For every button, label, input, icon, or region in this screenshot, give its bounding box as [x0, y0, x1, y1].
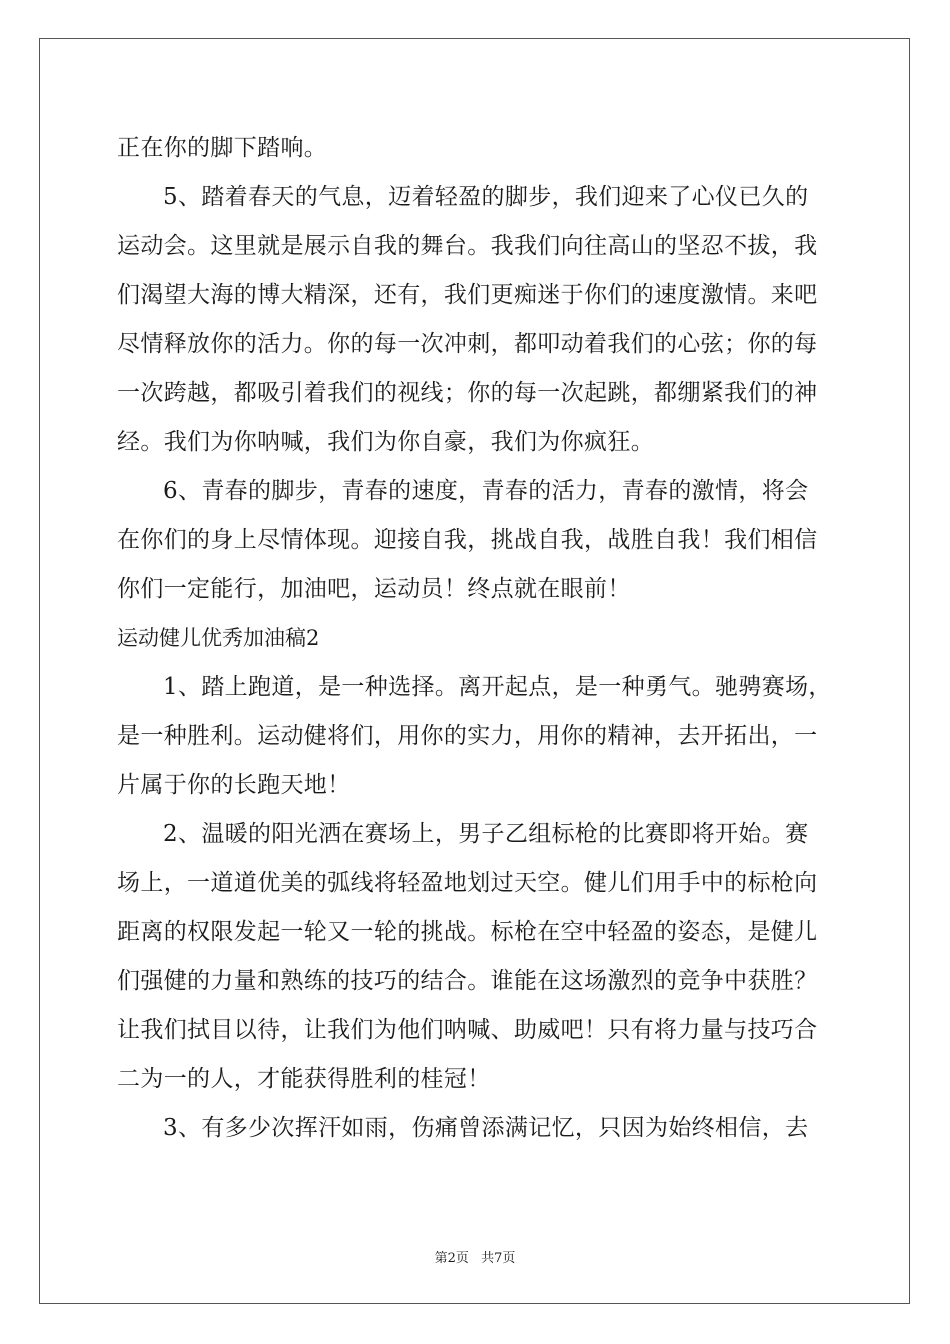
text-line: 正在你的脚下踏响。	[117, 135, 328, 161]
text-line: 你们一定能行，加油吧，运动员！终点就在眼前！	[117, 576, 631, 602]
paragraph-3-start: 3、有多少次挥汗如雨，伤痛曾添满记忆，只因为始终相信，去	[163, 1115, 809, 1141]
text-line: 二为一的人，才能获得胜利的桂冠！	[117, 1066, 491, 1092]
text-line: 们渴望大海的博大精深，还有，我们更痴迷于你们的速度激情。来吧	[117, 282, 818, 308]
text-line: 经。我们为你呐喊，我们为你自豪，我们为你疯狂。	[117, 429, 655, 455]
text-line: 一次跨越，都吸引着我们的视线；你的每一次起跳，都绷紧我们的神	[117, 380, 818, 406]
text-line: 场上，一道道优美的弧线将轻盈地划过天空。健儿们用手中的标枪向	[117, 870, 818, 896]
section-heading: 运动健儿优秀加油稿2	[117, 626, 320, 650]
paragraph-1-start: 1、踏上跑道，是一种选择。离开起点，是一种勇气。驰骋赛场，	[163, 674, 832, 700]
page-number: 第2页	[434, 1251, 469, 1266]
text-line: 运动会。这里就是展示自我的舞台。我我们向往高山的坚忍不拔，我	[117, 233, 818, 259]
page-total: 共7页	[481, 1251, 516, 1266]
text-line: 在你们的身上尽情体现。迎接自我，挑战自我，战胜自我！我们相信	[117, 527, 818, 553]
paragraph-5-start: 5、踏着春天的气息，迈着轻盈的脚步，我们迎来了心仪已久的	[163, 184, 809, 210]
text-line: 尽情释放你的活力。你的每一次冲刺，都叩动着我们的心弦；你的每	[117, 331, 818, 357]
text-line: 们强健的力量和熟练的技巧的结合。谁能在这场激烈的竞争中获胜？	[117, 968, 818, 994]
document-body	[117, 124, 835, 1153]
page-footer	[0, 1247, 950, 1266]
paragraph-6-start: 6、青春的脚步，青春的速度，青春的活力，青春的激情，将会	[163, 478, 809, 504]
text-line: 片属于你的长跑天地！	[117, 772, 351, 798]
text-line: 是一种胜利。运动健将们，用你的实力，用你的精神，去开拓出，一	[117, 723, 818, 749]
paragraph-2-start: 2、温暖的阳光洒在赛场上，男子乙组标枪的比赛即将开始。赛	[163, 821, 809, 847]
text-line: 距离的权限发起一轮又一轮的挑战。标枪在空中轻盈的姿态，是健儿	[117, 919, 818, 945]
text-line: 让我们拭目以待，让我们为他们呐喊、助威吧！只有将力量与技巧合	[117, 1017, 818, 1043]
